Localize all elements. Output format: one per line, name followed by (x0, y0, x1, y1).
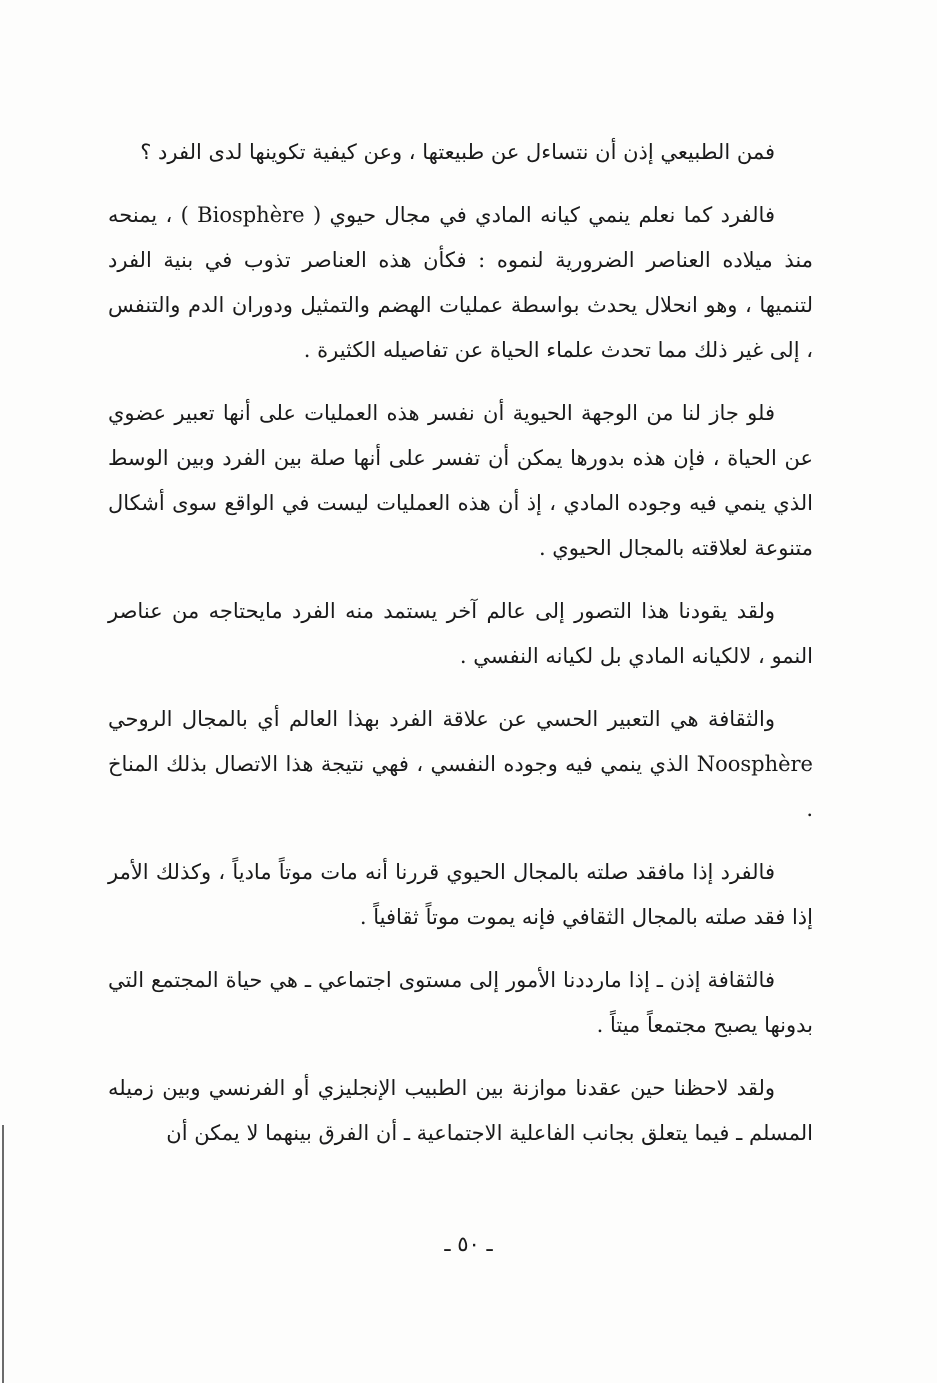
paragraph-7: فالثقافة إذن ـ إذا مارددنا الأمور إلى مستوى اجتماعي ـ هي حياة المجتمع التي بدونها يصبح مجتمعاً ميتاً . (108, 968, 813, 1037)
paragraph-2: فالفرد كما نعلم ينمي كيانه المادي في مجال حيوي ( Biosphère ) ، يمنحه منذ ميلاده العناصر الضرورية لنموه : فكأن هذه العناصر تذوب في بنية الفرد لتنميها ، وهو انحلال يحدث بواسطة عمليات الهضم والتمثيل ودوران الدم والتنفس ، إلى غير ذلك مما تحدث علماء الحياة عن تفاصيله الكثيرة . (108, 203, 813, 362)
body-text (108, 130, 813, 1174)
paragraph-1: فمن الطبيعي إذن أن نتساءل عن طبيعتها ، وعن كيفية تكوينها لدى الفرد ؟ (140, 140, 775, 164)
page-number: ـ ٥٠ ـ (444, 1232, 493, 1256)
paragraph-5: والثقافة هي التعبير الحسي عن علاقة الفرد بهذا العالم أي بالمجال الروحي Noosphère الذي ينمي فيه وجوده النفسي ، فهي نتيجة هذا الاتصال بذلك المناخ . (108, 707, 813, 821)
paragraph-6: فالفرد إذا مافقد صلته بالمجال الحيوي قررنا أنه مات موتاً مادياً ، وكذلك الأمر إذا فقد صلته بالمجال الثقافي فإنه يموت موتاً ثقافياً . (108, 860, 813, 929)
paragraph-8: ولقد لاحظنا حين عقدنا موازنة بين الطبيب الإنجليزي أو الفرنسي وبين زميله المسلم ـ فيما يتعلق بجانب الفاعلية الاجتماعية ـ أن الفرق بينهما لا يمكن أن (108, 1076, 813, 1145)
paragraph-3: فلو جاز لنا من الوجهة الحيوية أن نفسر هذه العمليات على أنها تعبير عضوي عن الحياة ، فإن هذه بدورها يمكن أن تفسر على أنها صلة بين الفرد وبين الوسط الذي ينمي فيه وجوده المادي ، إذ أن هذه العمليات ليست في الواقع سوى أشكال متنوعة لعلاقته بالمجال الحيوي . (108, 401, 813, 560)
paragraph-4: ولقد يقودنا هذا التصور إلى عالم آخر يستمد منه الفرد مايحتاجه من عناصر النمو ، لالكيانه المادي بل لكيانه النفسي . (108, 599, 813, 668)
